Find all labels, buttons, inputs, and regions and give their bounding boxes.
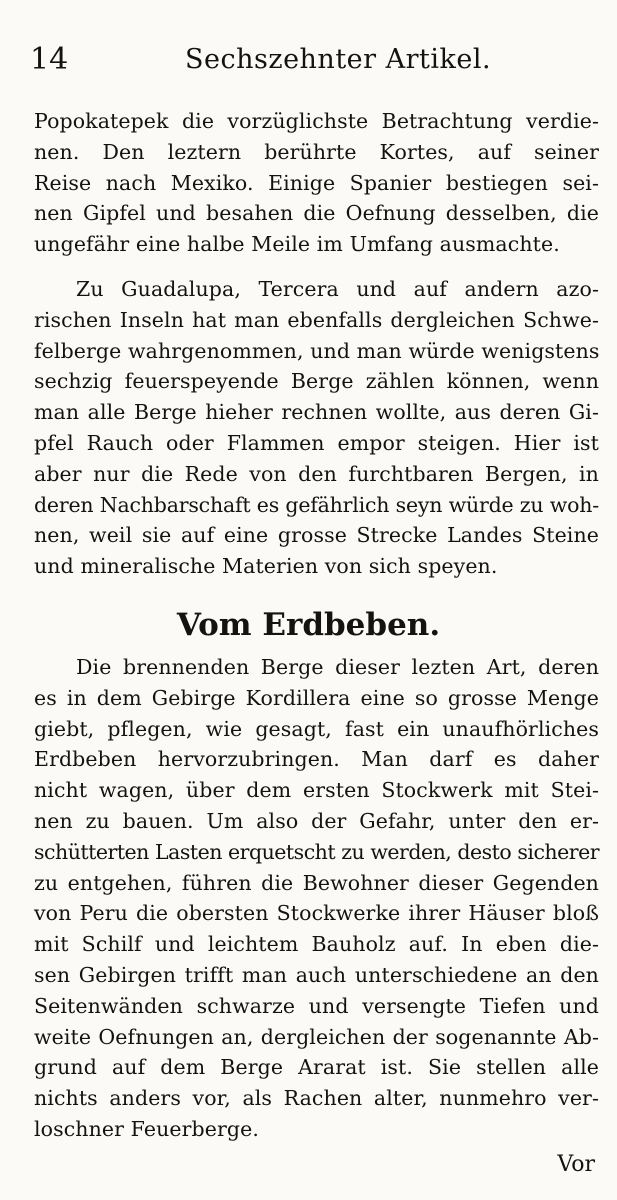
text-line: Popokatepek die vorzüglichste Betrachtung verdie- xyxy=(34,109,599,133)
text-line: Die brennenden Berge dieser lezten Art, deren xyxy=(76,655,599,679)
text-line: loschner Feuerberge. xyxy=(34,1116,259,1141)
text-line: giebt, pflegen, wie gesagt, fast ein unaufhörliches xyxy=(34,716,599,741)
text-line: Seitenwänden schwarze und versengte Tiefen und xyxy=(34,993,599,1018)
paragraph-2 xyxy=(34,274,599,582)
text-line: nen Gipfel und besahen die Oefnung desselben, die xyxy=(34,201,599,226)
paragraph-1 xyxy=(34,106,599,260)
text-line: mit Schilf und leichtem Bauholz auf. In eben die- xyxy=(34,932,599,957)
text-line: nen zu bauen. Um also der Gefahr, unter den er- xyxy=(34,808,599,833)
paragraph-3 xyxy=(34,652,599,1145)
text-line: es in dem Gebirge Kordillera eine so grosse Menge xyxy=(34,685,599,710)
section-heading: Vom Erdbeben. xyxy=(176,607,441,643)
text-line: aber nur die Rede von den furchtbaren Bergen, in xyxy=(34,461,599,486)
text-line: nen, weil sie auf eine grosse Strecke Landes Steine xyxy=(34,523,599,548)
text-line: deren Nachbarschaft es gefährlich seyn würde zu woh- xyxy=(34,492,599,517)
text-line: ungefähr eine halbe Meile im Umfang ausmachte. xyxy=(34,232,560,257)
text-line: man alle Berge hieher rechnen wollte, aus deren Gi- xyxy=(34,400,599,425)
text-line: felberge wahrgenommen, und man würde wenigstens xyxy=(34,338,600,363)
catchword: Vor xyxy=(557,1152,595,1177)
text-line: nichts anders vor, als Rachen alter, nunmehro ver- xyxy=(34,1086,599,1111)
text-line: Reise nach Mexiko. Einige Spanier bestiegen sei- xyxy=(34,170,599,195)
text-line: weite Oefnungen an, dergleichen der sogenannte Ab- xyxy=(34,1024,599,1049)
text-line: rischen Inseln hat man ebenfalls dergleichen Schwe- xyxy=(34,307,599,332)
text-line: Erdbeben hervorzubringen. Man darf es daher xyxy=(34,747,599,772)
text-line: zu entgehen, führen die Bewohner dieser Gegenden xyxy=(34,870,599,895)
text-line: nen. Den leztern berührte Kortes, auf seiner xyxy=(34,139,599,164)
text-line: nicht wagen, über dem ersten Stockwerk mit Stei- xyxy=(34,778,599,803)
text-line: sen Gebirgen trifft man auch unterschiedene an den xyxy=(34,962,599,987)
text-line: Zu Guadalupa, Tercera und auf andern azo- xyxy=(76,277,599,301)
page-number: 14 xyxy=(30,42,69,77)
text-line: und mineralische Materien von sich speyen. xyxy=(34,554,498,579)
text-line: grund auf dem Berge Ararat ist. Sie stellen alle xyxy=(34,1055,599,1080)
running-head: Sechszehnter Artikel. xyxy=(185,44,492,75)
text-line: pfel Rauch oder Flammen empor steigen. Hier ist xyxy=(34,430,599,455)
text-line: sechzig feuerspeyende Berge zählen können, wenn xyxy=(34,369,599,394)
text-line: von Peru die obersten Stockwerke ihrer Häuser bloß xyxy=(34,901,599,926)
text-line: schütterten Lasten erquetscht zu werden, desto sicherer xyxy=(34,839,599,864)
